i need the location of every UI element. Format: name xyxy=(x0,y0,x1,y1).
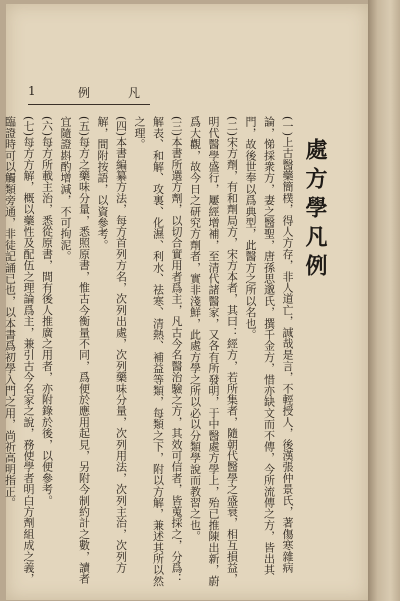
entry-1: (一)上古醫藥簡樸，得人方存，非人道亡，誠哉是言，不輕授人，後漢張仲景氏，著傷寒雜病論，悌採衆方，妻之醫聖，唐孫思邈氏，撰千金方，惜亦缺文而不傳，今所流傳之方，皆出其門，故後世奉以爲典型，此醫方之所以名也。 xyxy=(244,116,294,576)
book-page xyxy=(3,4,368,600)
page-title: 處方學凡例 xyxy=(302,138,328,283)
header-char-1: 例 xyxy=(78,86,91,100)
entry-4: (四)本書編纂方法，每方首列方名，次列出處，次列藥味分量，次列用法，次列主治，次列方解，間附按語，以資參考。 xyxy=(96,116,128,573)
running-header xyxy=(28,84,150,105)
body-text xyxy=(3,116,296,594)
entry-3: (三)本書所選方劑，以切合實用者爲主，凡古今名醫治驗之方，其效可信者，皆蒐採之，分爲：解表、和解、攻裏、化濕、利水、祛寒、清熱、補益等類，每類之下，附以方解，兼述其所以然之理。 xyxy=(133,116,183,587)
entry-6: (六)每方所載主治，悉從原書，間有後人推廣之用者，亦附錄於後，以便參考。 xyxy=(40,116,54,506)
page-number: 1 xyxy=(28,84,36,98)
header-char-2: 凡 xyxy=(128,86,141,100)
entry-7: (七)每方方解，概以藥性及配伍之理論爲主，兼引古今名家之說，務使學者明白方劑組成之義，臨證時可以觸類旁通，非徒記誦已也，以本書爲初學入門之用，尚祈高明指正。 xyxy=(3,116,35,585)
page-edge xyxy=(368,0,400,601)
entry-5: (五)每方之藥味分量，悉照原書，惟古今衡量不同，爲便於應用起見，另附今制約計之數，讀者宜隨證斟酌增減，不可拘泥。 xyxy=(59,116,91,585)
entry-2: (二)宋方劑，有和劑局方，宋方本者，其曰：經方，若所集者，隨朝代醫學之盛衰，相互損益，明代醫學盛行，屢經增補，至清代諸醫家，又各有所發明，于中醫處方學上，殆已推陳出新，蔚爲大觀，故今日之研究方劑者，實非淺鮮，此處方學之所以必以分類學說而教習之也。 xyxy=(188,116,239,587)
